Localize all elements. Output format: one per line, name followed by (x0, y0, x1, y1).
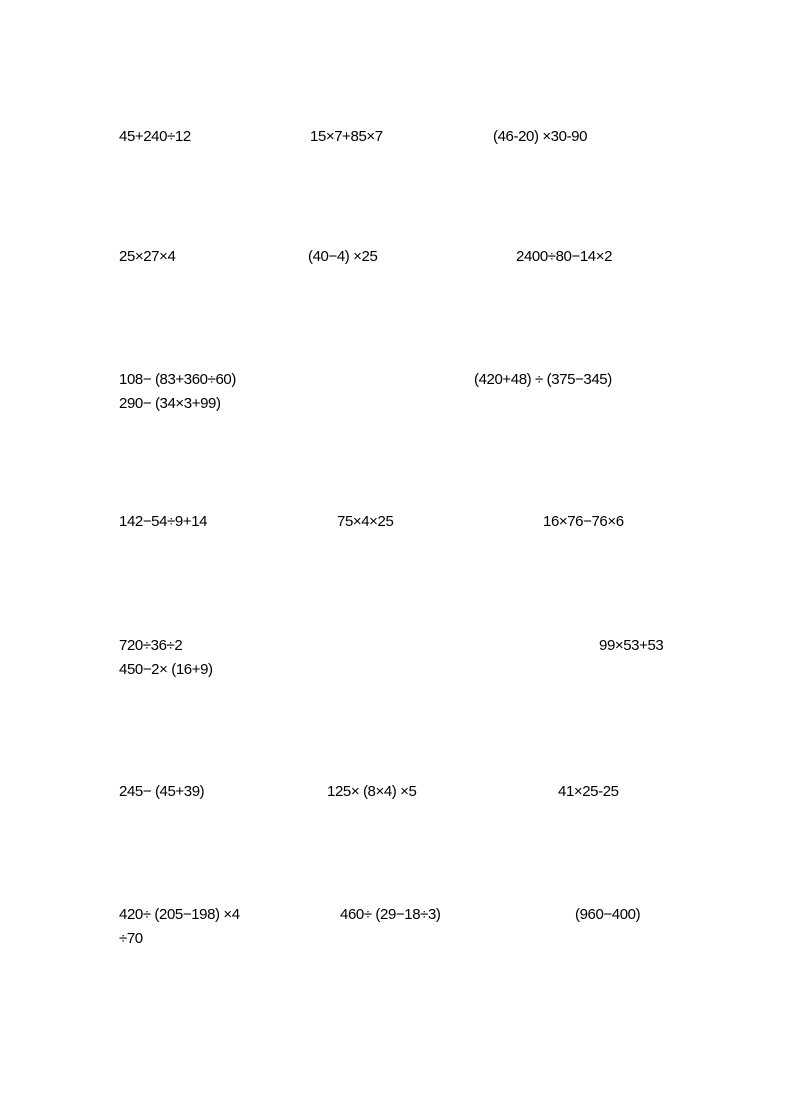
math-expression: ÷70 (119, 930, 143, 947)
math-expression: 25×27×4 (119, 248, 176, 265)
math-expression: 460÷ (29−18÷3) (340, 906, 441, 923)
math-expression: (46-20) ×30-90 (493, 128, 588, 145)
math-expression: 450−2× (16+9) (119, 661, 213, 678)
math-expression: 15×7+85×7 (310, 128, 383, 145)
math-expression: 142−54÷9+14 (119, 513, 208, 530)
math-expression: 720÷36÷2 (119, 637, 183, 654)
math-expression: 45+240÷12 (119, 128, 191, 145)
math-expression: (40−4) ×25 (308, 248, 378, 265)
math-expression: 2400÷80−14×2 (516, 248, 613, 265)
math-expression: 16×76−76×6 (543, 513, 624, 530)
math-expression: (960−400) (575, 906, 641, 923)
math-expression: 245− (45+39) (119, 783, 205, 800)
math-expression: 108− (83+360÷60) (119, 371, 236, 388)
math-expression: 99×53+53 (599, 637, 664, 654)
math-expression: 75×4×25 (337, 513, 394, 530)
math-expression: 290− (34×3+99) (119, 395, 221, 412)
math-expression: (420+48) ÷ (375−345) (474, 371, 612, 388)
math-expression: 125× (8×4) ×5 (327, 783, 417, 800)
math-expression: 420÷ (205−198) ×4 (119, 906, 240, 923)
math-expression: 41×25-25 (558, 783, 619, 800)
